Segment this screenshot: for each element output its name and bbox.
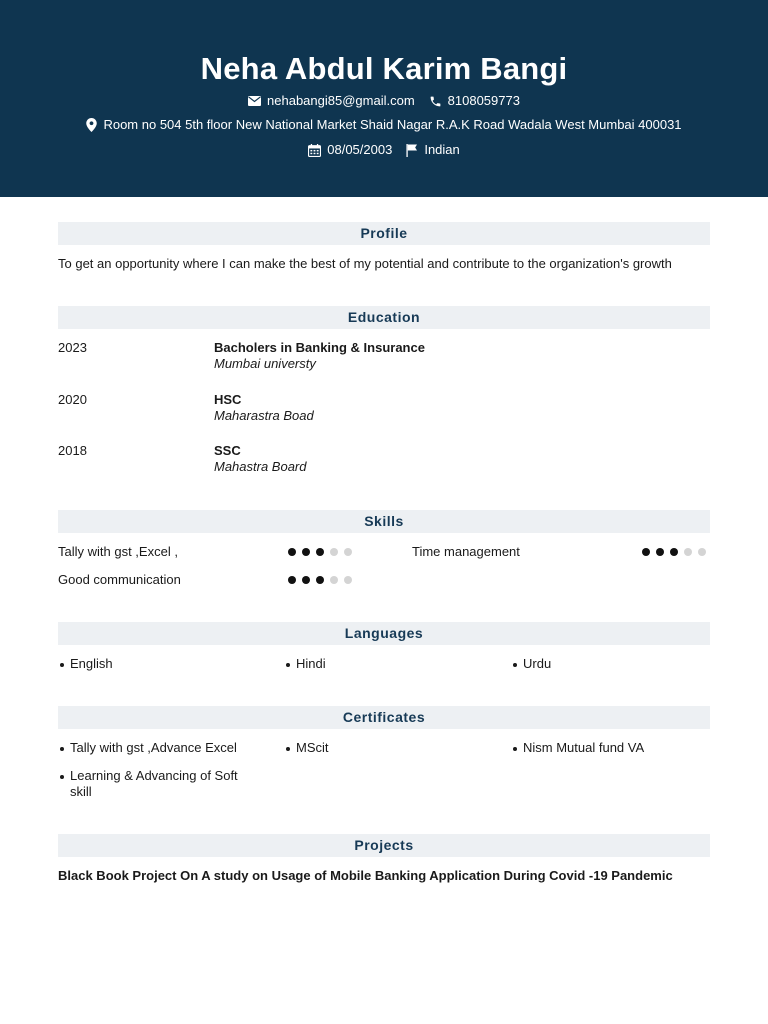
skill-rating <box>288 572 352 588</box>
section-title-projects: Projects <box>58 834 710 857</box>
language-name: Urdu <box>523 656 552 671</box>
candidate-name: Neha Abdul Karim Bangi <box>200 51 568 86</box>
certificate-name: Tally with gst ,Advance Excel <box>70 740 237 755</box>
rating-dot-empty <box>344 548 352 556</box>
skill-name: Time management <box>412 544 520 559</box>
contact-row-address <box>0 116 768 134</box>
map-pin-icon <box>86 118 97 132</box>
skill-name: Good communication <box>58 572 181 587</box>
certificate-item <box>60 768 248 800</box>
calendar-icon <box>308 144 321 157</box>
rating-dot-filled <box>288 576 296 584</box>
rating-dot-filled <box>302 548 310 556</box>
phone-item[interactable] <box>429 92 520 110</box>
rating-dot-filled <box>642 548 650 556</box>
contact-row-primary <box>0 92 768 110</box>
rating-dot-empty <box>684 548 692 556</box>
bullet-icon <box>513 747 517 751</box>
email-text[interactable]: nehabangi85@gmail.com <box>267 93 415 108</box>
section-title-languages: Languages <box>58 622 710 645</box>
rating-dot-empty <box>330 548 338 556</box>
address-item <box>86 116 681 134</box>
education-degree: Bacholers in Banking & Insurance <box>214 340 425 355</box>
language-name: English <box>70 656 113 671</box>
phone-icon <box>429 95 442 108</box>
language-item <box>286 656 326 672</box>
language-item <box>60 656 113 672</box>
skill-name: Tally with gst ,Excel , <box>58 544 178 559</box>
education-degree: SSC <box>214 443 241 458</box>
language-item <box>513 656 551 672</box>
rating-dot-empty <box>330 576 338 584</box>
rating-dot-filled <box>656 548 664 556</box>
rating-dot-filled <box>670 548 678 556</box>
rating-dot-filled <box>316 548 324 556</box>
flag-icon <box>406 144 418 157</box>
bullet-icon <box>286 747 290 751</box>
bullet-icon <box>286 663 290 667</box>
certificate-name: MScit <box>296 740 329 755</box>
certificate-item <box>60 740 255 756</box>
language-name: Hindi <box>296 656 326 671</box>
dob-item <box>308 141 392 159</box>
section-title-education: Education <box>58 306 710 329</box>
rating-dot-empty <box>698 548 706 556</box>
nationality-item <box>406 141 459 159</box>
education-year: 2018 <box>58 443 87 458</box>
profile-text: To get an opportunity where I can make the best of my potential and contribute to the organization's growth <box>58 256 672 271</box>
certificate-name: Nism Mutual fund VA <box>523 740 645 755</box>
email-item[interactable] <box>248 92 415 110</box>
bullet-icon <box>513 663 517 667</box>
education-year: 2020 <box>58 392 87 407</box>
certificate-name: Learning & Advancing of Soft skill <box>70 768 238 799</box>
education-year: 2023 <box>58 340 87 355</box>
rating-dot-filled <box>302 576 310 584</box>
education-institution: Mumbai universty <box>214 356 316 371</box>
certificate-item <box>286 740 481 756</box>
education-degree: HSC <box>214 392 242 407</box>
education-institution: Mahastra Board <box>214 459 307 474</box>
bullet-icon <box>60 775 64 779</box>
bullet-icon <box>60 747 64 751</box>
certificate-item <box>513 740 708 756</box>
section-title-skills: Skills <box>58 510 710 533</box>
dob-text: 08/05/2003 <box>327 142 393 157</box>
project-title: Black Book Project On A study on Usage of Mobile Banking Application During Covid -19 Pandemic <box>58 868 673 883</box>
phone-text[interactable]: 8108059773 <box>447 93 520 108</box>
education-institution: Maharastra Boad <box>214 408 314 423</box>
bullet-icon <box>60 663 64 667</box>
rating-dot-filled <box>316 576 324 584</box>
section-title-profile: Profile <box>58 222 710 245</box>
skill-rating <box>642 544 706 560</box>
section-title-certificates: Certificates <box>58 706 710 729</box>
envelope-icon <box>248 96 261 106</box>
contact-row-personal <box>0 141 768 159</box>
resume-header <box>0 0 768 197</box>
address-text: Room no 504 5th floor New National Market Shaid Nagar R.A.K Road Wadala West Mumbai 400031 <box>103 117 682 132</box>
rating-dot-filled <box>288 548 296 556</box>
rating-dot-empty <box>344 576 352 584</box>
skill-rating <box>288 544 352 560</box>
nationality-text: Indian <box>424 142 460 157</box>
